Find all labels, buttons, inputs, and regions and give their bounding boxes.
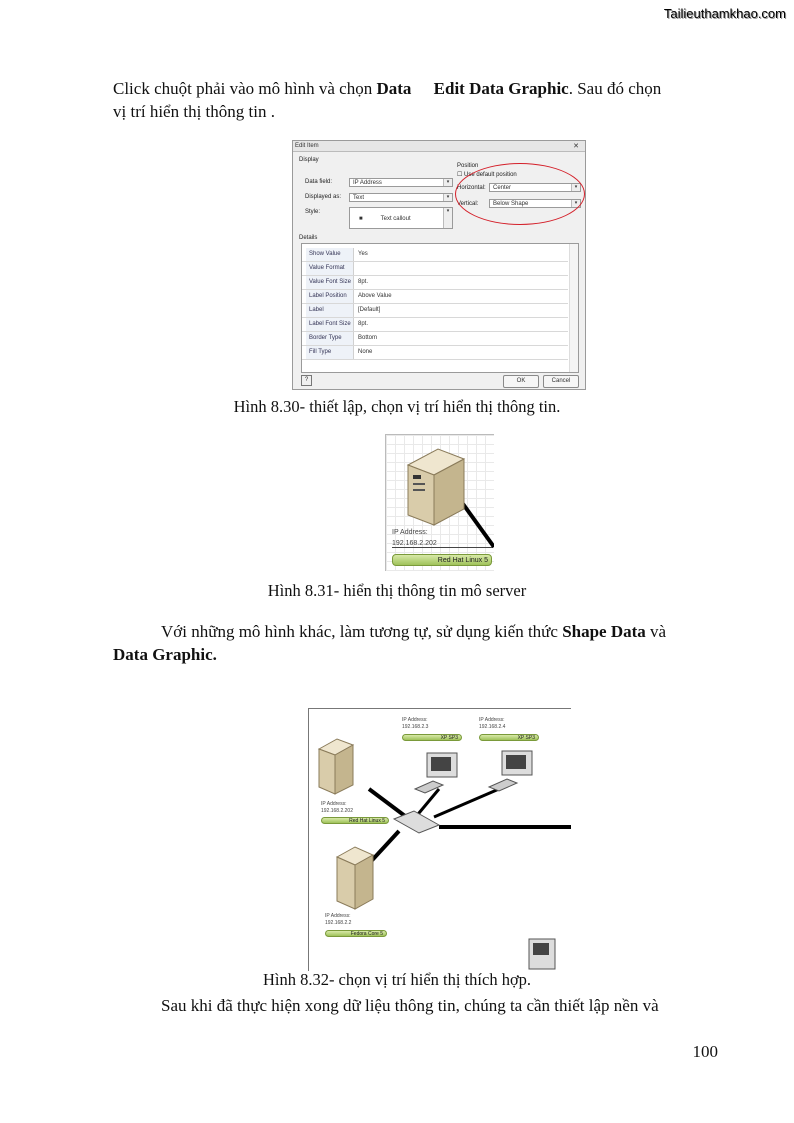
server-icon — [386, 435, 494, 571]
table-row[interactable]: Value Format — [302, 262, 568, 276]
vertical-select[interactable]: Below Shape ▾ — [489, 199, 581, 208]
srv2-ip-label: IP Address: — [325, 913, 351, 919]
pc2-ip-value: 192.168.2.4 — [479, 724, 506, 730]
intro-bold-edit: Edit Data Graphic — [433, 79, 569, 98]
dialog-title: Edit Item — [295, 143, 319, 149]
srv1-os-badge: Red Hat Linux 5 — [321, 817, 389, 824]
pc2-ip-label: IP Address: — [479, 717, 505, 723]
chevron-down-icon: ▾ — [571, 200, 580, 207]
style-label: Style: — [305, 209, 321, 215]
display-group-label: Display — [299, 157, 319, 163]
ip-label: IP Address: — [392, 529, 428, 536]
position-group-label: Position — [457, 163, 479, 169]
highlight-ellipse — [455, 163, 585, 225]
dialog-titlebar — [293, 141, 585, 152]
page-number: 100 — [692, 1042, 718, 1061]
table-row[interactable]: Fill Type None — [302, 346, 568, 360]
network-diagram — [308, 708, 571, 971]
table-row[interactable]: Label Font Size 8pt. — [302, 318, 568, 332]
details-group-label: Details — [299, 235, 318, 241]
table-row[interactable]: Border Type Bottom — [302, 332, 568, 346]
close-icon[interactable]: ✕ — [573, 143, 579, 150]
data-field-label: Data field: — [305, 179, 333, 185]
intro-bold-data: Data — [376, 79, 412, 98]
style-select[interactable]: ■ Text callout ▾ — [349, 207, 453, 229]
caption-8-31: Hình 8.31- hiển thị thông tin mô server — [267, 581, 527, 600]
intro-paragraph — [113, 77, 723, 123]
chevron-down-icon: ▾ — [443, 179, 452, 186]
table-row[interactable]: Value Font Size 8pt. — [302, 276, 568, 290]
cancel-button[interactable]: Cancel — [543, 375, 579, 388]
displayed-as-label: Displayed as: — [305, 194, 342, 200]
table-row[interactable]: Label Position Above Value — [302, 290, 568, 304]
caption-8-32: Hình 8.32- chọn vị trí hiển thị thích hợp. — [262, 970, 532, 989]
horizontal-select[interactable]: Center ▾ — [489, 183, 581, 192]
ip-value: 192.168.2.202 — [392, 541, 492, 548]
details-grid — [301, 243, 579, 373]
pc1-os-badge: XP SP3 — [402, 734, 462, 741]
ok-button[interactable]: OK — [503, 375, 539, 388]
server-figure — [385, 434, 494, 571]
os-badge: Red Hat Linux 5 — [392, 554, 492, 566]
srv1-ip-label: IP Address: — [321, 801, 347, 807]
horizontal-label: Horizontal: — [457, 185, 486, 191]
pc1-ip-value: 192.168.2.3 — [402, 724, 429, 730]
intro-text-2: . Sau đó chọn — [568, 79, 662, 98]
srv2-ip-value: 192.168.2.2 — [325, 920, 352, 926]
intro-line-2: vị trí hiển thị thông tin . — [113, 102, 275, 121]
vertical-label: Vertical: — [457, 201, 479, 207]
chevron-down-icon: ▾ — [571, 184, 580, 191]
displayed-as-select[interactable]: Text ▾ — [349, 193, 453, 202]
srv2-os-badge: Fedora Core 5 — [325, 930, 387, 937]
table-row[interactable]: Show Value Yes — [302, 248, 568, 262]
details-scrollbar[interactable] — [569, 244, 578, 372]
paragraph-2: Với những mô hình khác, làm tương tự, sử dụng kiến thức Shape Data và Data Graphic. — [113, 622, 667, 664]
chevron-down-icon: ▾ — [443, 208, 452, 228]
pc1-ip-label: IP Address: — [402, 717, 428, 723]
use-default-checkbox[interactable]: ☐ Use default position — [457, 172, 517, 178]
pc2-os-badge: XP SP3 — [479, 734, 539, 741]
chevron-down-icon: ▾ — [443, 194, 452, 201]
intro-text-1: Click chuột phải vào mô hình và chọn — [113, 79, 377, 98]
last-line: Sau khi đã thực hiện xong dữ liệu thông tin, chúng ta cần thiết lập nền và — [161, 996, 659, 1015]
help-icon[interactable]: ? — [301, 375, 312, 386]
caption-8-30: Hình 8.30- thiết lập, chọn vị trí hiển thị thông tin. — [233, 397, 561, 416]
srv1-ip-value: 192.168.2.202 — [321, 808, 353, 814]
data-field-select[interactable]: IP Address ▾ — [349, 178, 453, 187]
site-watermark: Tailieuthamkhao.com — [663, 6, 786, 21]
table-row[interactable]: Label [Default] — [302, 304, 568, 318]
